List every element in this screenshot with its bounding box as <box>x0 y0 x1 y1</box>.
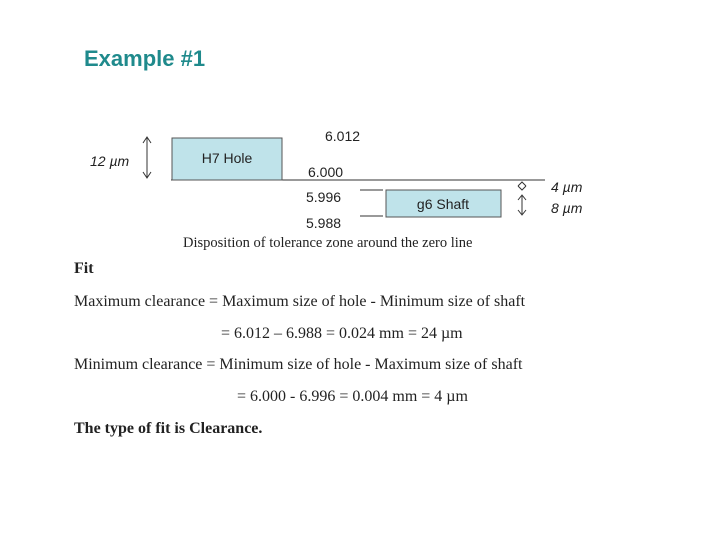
gap-arrow-top <box>518 182 526 186</box>
diagram-caption: Disposition of tolerance zone around the zero line <box>183 235 473 251</box>
fit-heading: Fit <box>74 260 94 277</box>
fit-conclusion: The type of fit is Clearance. <box>74 420 263 437</box>
page-title: Example #1 <box>84 46 206 71</box>
shaft-label: g6 Shaft <box>416 196 470 212</box>
shaft-tolerance-label: 8 µm <box>551 200 583 216</box>
value-5996: 5.996 <box>306 189 342 205</box>
gap-arrow-bottom <box>518 186 526 190</box>
shaft-gap-label: 4 µm <box>551 179 583 195</box>
value-6012: 6.012 <box>325 128 361 144</box>
hole-label: H7 Hole <box>201 150 253 166</box>
max-clearance-calc: = 6.012 – 6.988 = 0.024 mm = 24 µm <box>221 325 463 342</box>
tolerance-zone-diagram <box>0 0 720 260</box>
value-5988: 5.988 <box>306 215 342 231</box>
value-6000: 6.000 <box>308 164 344 180</box>
min-clearance-formula: Minimum clearance = Minimum size of hole - Maximum size of shaft <box>74 356 523 373</box>
hole-tolerance-label: 12 µm <box>90 153 130 169</box>
min-clearance-calc: = 6.000 - 6.996 = 0.004 mm = 4 µm <box>237 388 468 405</box>
max-clearance-formula: Maximum clearance = Maximum size of hole - Minimum size of shaft <box>74 293 526 310</box>
